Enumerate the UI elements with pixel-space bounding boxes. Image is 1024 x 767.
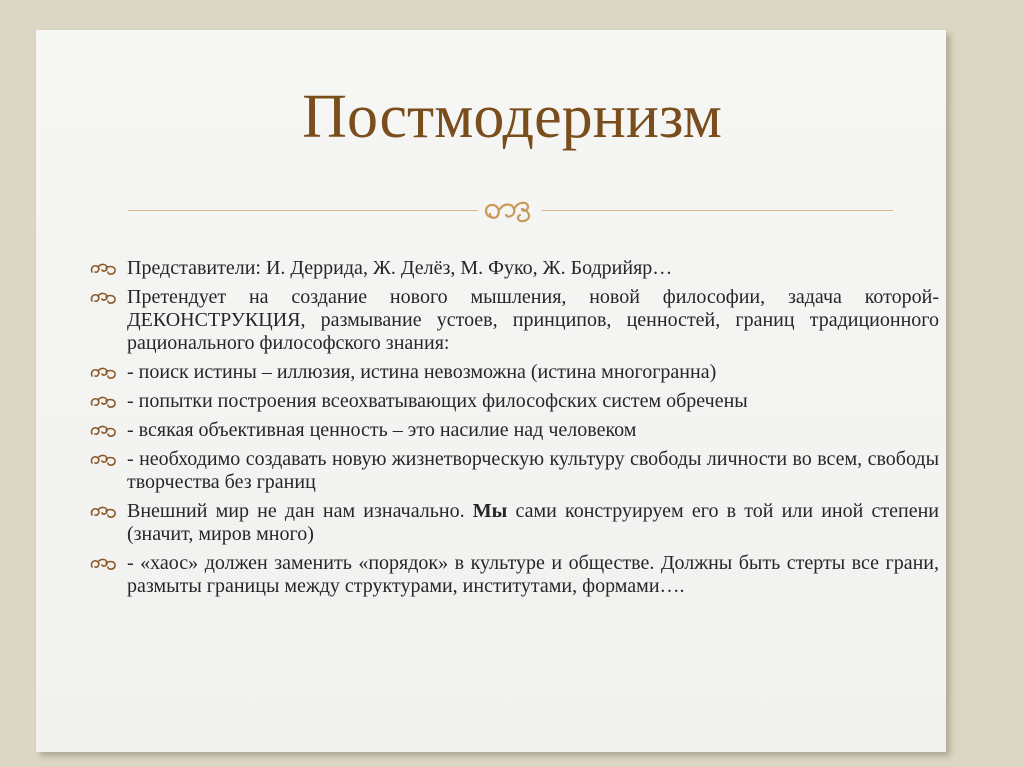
bullet-text: - «хаос» должен заменить «порядок» в культуре и обществе. Должны быть стерты все грани, размыты границы между структурами, институтами, формами…. — [127, 552, 939, 597]
bullet-text: - всякая объективная ценность – это насилие над человеком — [127, 419, 637, 441]
bullet-ornament-icon — [89, 289, 119, 307]
bullet-item — [89, 257, 939, 280]
bullet-ornament-icon — [89, 364, 119, 382]
divider-line-left — [128, 210, 478, 211]
bullet-ornament-icon — [89, 260, 119, 278]
bullet-text-bold: Мы — [472, 500, 508, 522]
bullet-item — [89, 361, 939, 384]
divider-ornament-icon — [478, 195, 542, 225]
bullet-ornament-icon — [89, 393, 119, 411]
bullet-ornament-icon — [89, 503, 119, 521]
bullet-text-part: Внешний мир не дан нам изначально. — [127, 500, 473, 522]
bullet-ornament-icon — [89, 422, 119, 440]
bullet-text — [127, 500, 939, 546]
slide-title: Постмодернизм — [302, 83, 722, 151]
bullet-item — [89, 448, 939, 494]
bullet-text-part: сами конструируем его в той или иной степени (значит, миров много) — [127, 500, 939, 545]
bullet-item — [89, 286, 939, 355]
bullet-text: - необходимо создавать новую жизнетворческую культуру свободы личности во всем, свободы творчества без границ — [127, 448, 939, 493]
bullet-item — [89, 419, 939, 442]
bullet-ornament-icon — [89, 451, 119, 469]
bullet-text: Представители: И. Деррида, Ж. Делёз, М. Фуко, Ж. Бодрийяр… — [127, 257, 673, 279]
bullet-text: Претендует на создание нового мышления, новой философии, задача которой- ДЕКОНСТРУКЦИЯ, размывание устоев, принципов, ценностей, границ традиционного рационального философского знания: — [127, 286, 939, 354]
bullet-text: - поиск истины – иллюзия, истина невозможна (истина многогранна) — [127, 361, 717, 383]
bullet-text: - попытки построения всеохватывающих философских систем обречены — [127, 390, 748, 412]
bullet-item — [89, 500, 939, 546]
divider-line-right — [542, 210, 893, 211]
bullet-item — [89, 390, 939, 413]
bullet-item — [89, 552, 939, 598]
bullet-ornament-icon — [89, 555, 119, 573]
title-divider — [128, 195, 893, 225]
bullet-list — [89, 257, 939, 604]
